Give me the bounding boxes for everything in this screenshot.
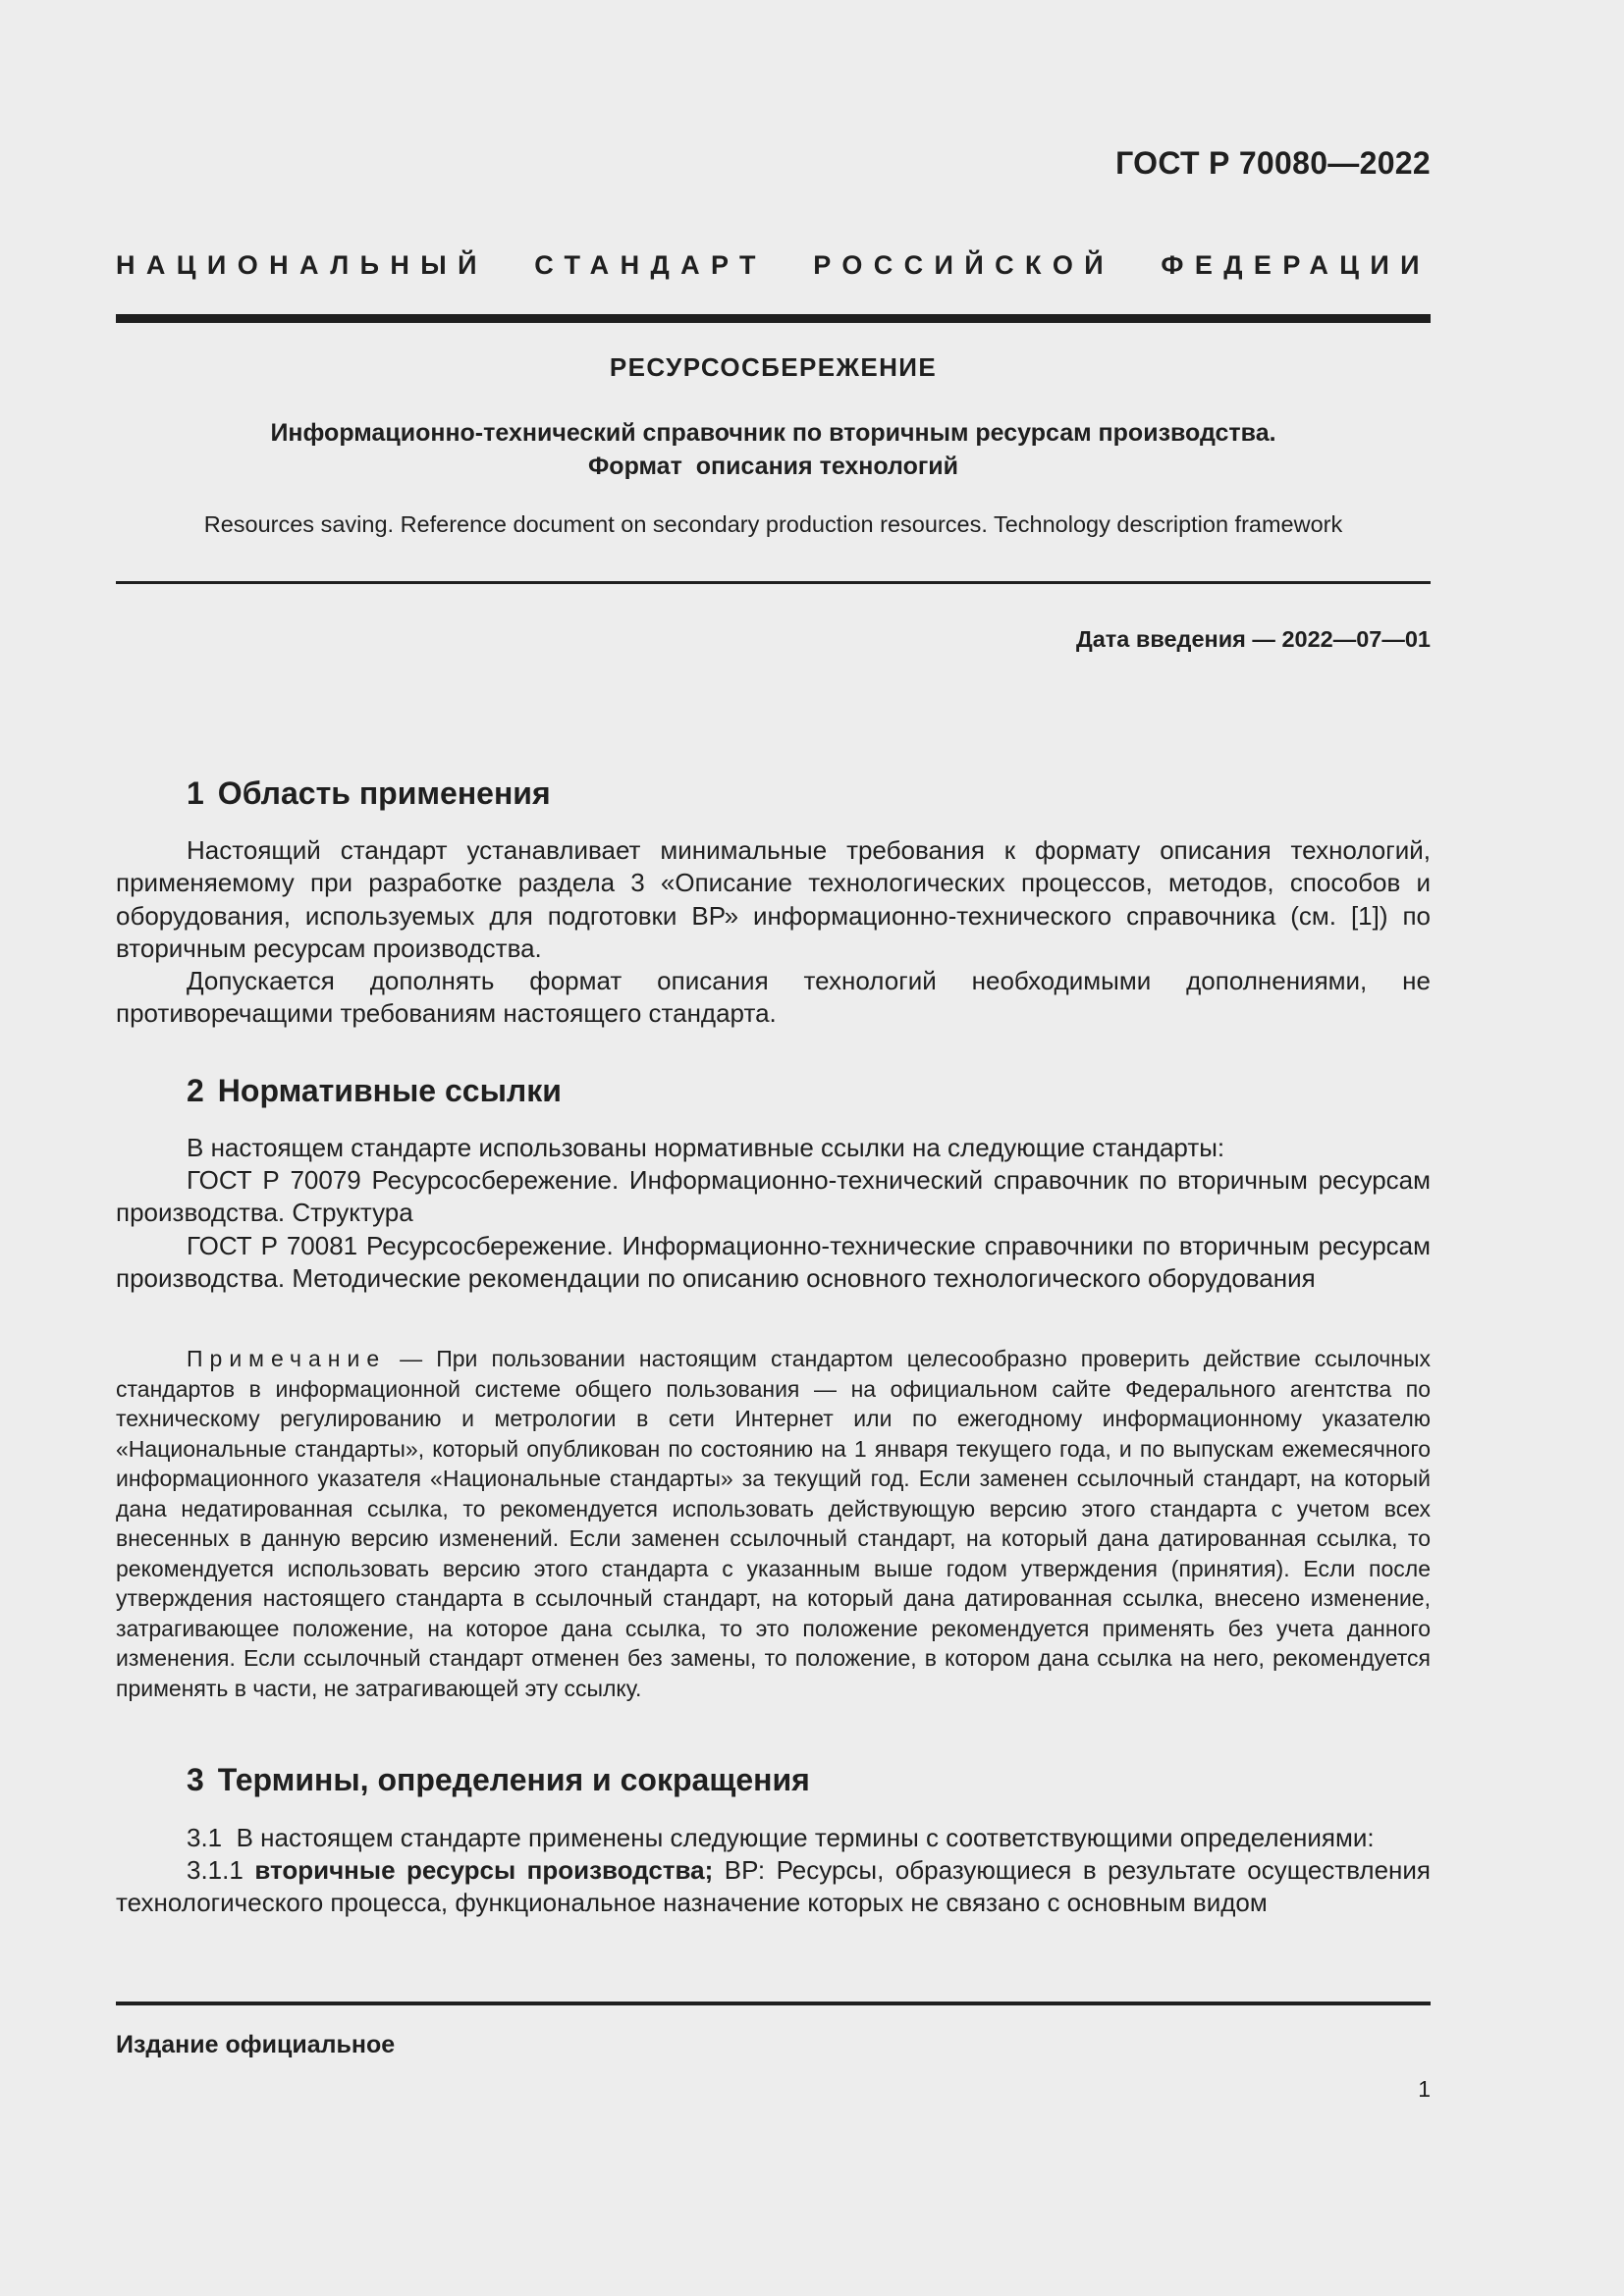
subtitle-line-2: Формат описания технологий (587, 453, 959, 480)
section-2-reference-1: ГОСТ Р 70079 Ресурсосбережение. Информационно-технический справочник по вторичным ресурсам производства. Структура (116, 1165, 1431, 1228)
national-standard-header: НАЦИОНАЛЬНЫЙ СТАНДАРТ РОССИЙСКОЙ ФЕДЕРАЦИИ (116, 250, 1431, 280)
section-3-paragraph-1: 3.1 В настоящем стандарте применены следующие термины с соответствующими определениями: (187, 1823, 1375, 1852)
section-1-number: 1 (187, 775, 204, 811)
header-divider (116, 314, 1431, 323)
page-number: 1 (1418, 2076, 1431, 2102)
section-1-heading (187, 775, 551, 812)
section-1-paragraph-2: Допускается дополнять формат описания технологий необходимыми дополнениями, не противоречащими требованиям настоящего стандарта. (116, 966, 1431, 1029)
footer-divider (116, 2002, 1431, 2005)
section-3-heading (187, 1762, 810, 1798)
note-text: — При пользовании настоящим стандартом целесообразно проверить действие ссылочных стандартов в информационной системе общего пользования — на официальном сайте Федерального агентства по техническому регулированию и метрологии в сети Интернет или по ежегодному информационному указателю «Национальные стандарты», который опубликован по состоянию на 1 января текущего года, и по выпускам ежемесячного информационного указателя «Национальные стандарты» за текущий год. Если заменен ссылочный стандарт, на который дана недатированная ссылка, то рекомендуется использовать действующую версию этого стандарта с учетом всех внесенных в данную версию изменений. Если заменен ссылочный стандарт, на который дана датированная ссылка, то рекомендуется использовать версию этого стандарта с указанным выше годом утверждения (принятия). Если после утверждения настоящего стандарта в ссылочный стандарт, на который дана датированная ссылка, внесено изменение, затрагивающее положение, на которое дана ссылка, то это положение рекомендуется применять без учета данного изменения. Если ссылочный стандарт отменен без замены, то положение, в котором дана ссылка на него, рекомендуется применять в части, не затрагивающей эту ссылку. (116, 1346, 1431, 1701)
introduction-date: Дата введения — 2022—07—01 (1075, 626, 1431, 652)
english-title: Resources saving. Reference document on secondary production resources. Technology description framework (203, 511, 1343, 537)
section-1-paragraph-1: Настоящий стандарт устанавливает минимальные требования к формату описания технологий, применяемому при разработке раздела 3 «Описание технологических процессов, методов, способов и оборудования, используемых для подготовки ВР» информационно-технического справочника (см. [1]) по вторичным ресурсам производства. (116, 835, 1431, 963)
standard-title: РЕСУРСОСБЕРЕЖЕНИЕ (609, 352, 938, 382)
section-3-number: 3 (187, 1762, 204, 1797)
document-page (116, 0, 1431, 2296)
section-1-title: Область применения (217, 775, 551, 811)
section-2-reference-2: ГОСТ Р 70081 Ресурсосбережение. Информационно-технические справочники по вторичным ресурсам производства. Методические рекомендации по описанию основного технологического оборудования (116, 1231, 1431, 1294)
section-3-term-definition (116, 1854, 1431, 1920)
standard-subtitle (116, 416, 1431, 483)
section-2-number: 2 (187, 1073, 204, 1108)
section-2-title: Нормативные ссылки (217, 1073, 562, 1108)
term-name: вторичные ресурсы производства; (254, 1855, 714, 1885)
section-2-paragraph-1: В настоящем стандарте использованы нормативные ссылки на следующие стандарты: (187, 1133, 1225, 1162)
term-definition-text: ВР: Ресурсы, образующиеся в результате осуществления технологического процесса, функциональное назначение которых не связано с основным видом (116, 1855, 1431, 1918)
note-label: Примечание (187, 1346, 387, 1371)
document-number: ГОСТ Р 70080—2022 (1115, 145, 1431, 181)
subtitle-line-1: Информационно-технический справочник по вторичным ресурсам производства. (270, 419, 1276, 447)
official-edition-label: Издание официальное (116, 2031, 396, 2058)
section-2-note (116, 1344, 1431, 1703)
section-2-heading (187, 1073, 562, 1109)
section-3-title: Термины, определения и сокращения (217, 1762, 810, 1797)
title-divider (116, 581, 1431, 584)
term-number: 3.1.1 (187, 1855, 255, 1885)
